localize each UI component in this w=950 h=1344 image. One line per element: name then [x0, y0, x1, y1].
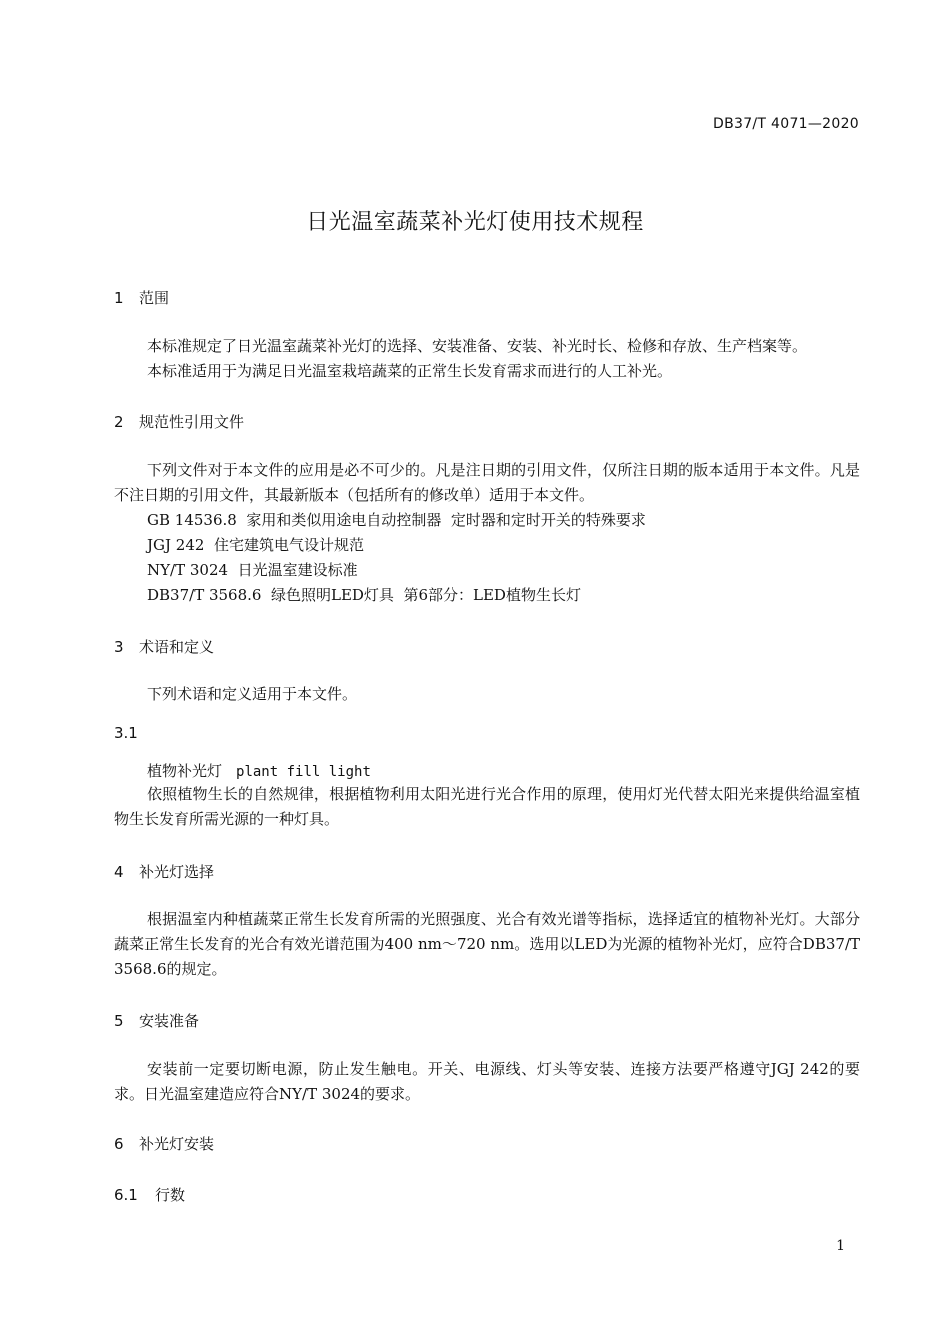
section-number: 4 — [114, 863, 124, 881]
section-title: 补光灯安装 — [139, 1135, 215, 1153]
paragraph: 根据温室内种植蔬菜正常生长发育所需的光照强度、光合有效光谱等指标，选择适宜的植物补光灯。大部分蔬菜正常生长发育的光合有效光谱范围为400 nm～720 nm。选用以LED为光源的植物补光灯，应符合DB37/T 3568.6的规定。 — [114, 910, 860, 978]
reference-item: DB37/T 3568.6 绿色照明LED灯具 第6部分：LED植物生长灯 — [147, 586, 581, 604]
section-2-heading — [114, 411, 244, 432]
paragraph: 下列术语和定义适用于本文件。 — [147, 685, 358, 703]
section-number: 6 — [114, 1135, 124, 1153]
reference-item: GB 14536.8 家用和类似用途电自动控制器 定时器和定时开关的特殊要求 — [147, 511, 646, 529]
section-title: 术语和定义 — [139, 638, 215, 656]
section-number: 2 — [114, 413, 124, 431]
section-5-heading — [114, 1010, 199, 1031]
paragraph: 下列文件对于本文件的应用是必不可少的。凡是注日期的引用文件，仅所注日期的版本适用于本文件。凡是不注日期的引用文件，其最新版本（包括所有的修改单）适用于本文件。 — [114, 461, 860, 504]
section-number: 3 — [114, 638, 124, 656]
term-definition: 依照植物生长的自然规律，根据植物利用太阳光进行光合作用的原理，使用灯光代替太阳光来提供给温室植物生长发育所需光源的一种灯具。 — [114, 785, 860, 828]
section-3-heading — [114, 636, 214, 657]
subsection-number: 3.1 — [114, 724, 138, 742]
paragraph: 本标准适用于为满足日光温室栽培蔬菜的正常生长发育需求而进行的人工补光。 — [147, 362, 673, 380]
page-number: 1 — [836, 1238, 845, 1254]
section-title: 范围 — [139, 289, 170, 307]
term-entry — [147, 760, 371, 781]
paragraph: 本标准规定了日光温室蔬菜补光灯的选择、安装准备、安装、补光时长、检修和存放、生产档案等。 — [147, 337, 808, 355]
subsection-number: 6.1 — [114, 1186, 138, 1204]
document-title: 日光温室蔬菜补光灯使用技术规程 — [306, 210, 644, 235]
reference-item: NY/T 3024 日光温室建设标准 — [147, 561, 358, 579]
section-4-heading — [114, 861, 214, 882]
section-title: 规范性引用文件 — [139, 413, 245, 431]
section-title: 补光灯选择 — [139, 863, 215, 881]
reference-item: JGJ 242 住宅建筑电气设计规范 — [147, 536, 364, 554]
section-title: 安装准备 — [139, 1012, 200, 1030]
term-english: plant fill light — [236, 764, 371, 780]
subsection-title: 行数 — [155, 1186, 186, 1204]
section-1-heading — [114, 287, 169, 308]
section-6-heading — [114, 1133, 214, 1154]
section-number: 1 — [114, 289, 124, 307]
section-number: 5 — [114, 1012, 124, 1030]
subsection-6-1-heading — [114, 1184, 185, 1205]
term-chinese: 植物补光灯 — [147, 762, 223, 780]
document-code: DB37/T 4071—2020 — [713, 116, 859, 132]
paragraph: 安装前一定要切断电源，防止发生触电。开关、电源线、灯头等安装、连接方法要严格遵守JGJ 242的要求。日光温室建造应符合NY/T 3024的要求。 — [114, 1060, 860, 1103]
